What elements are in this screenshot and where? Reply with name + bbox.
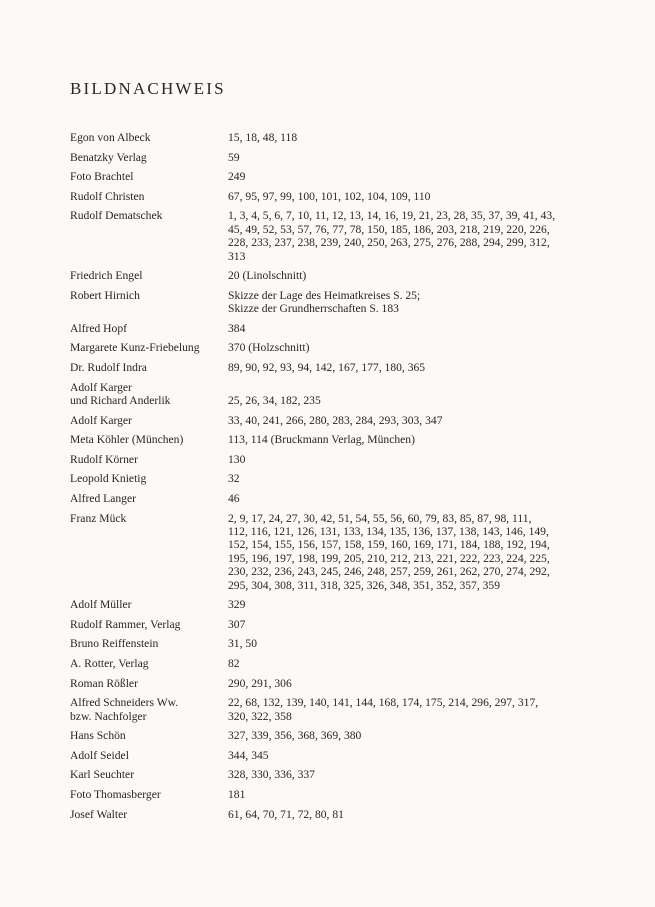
credit-row: [70, 729, 590, 742]
credit-refs: 249: [228, 170, 246, 184]
credit-refs: 181: [228, 787, 246, 801]
credit-refs: 59: [228, 150, 240, 164]
credit-refs: 31, 50: [228, 637, 257, 651]
credit-row: [70, 598, 590, 611]
credit-row: [70, 269, 590, 282]
credit-refs: 130: [228, 452, 246, 466]
credit-refs: 384: [228, 321, 246, 335]
credit-refs: 329: [228, 598, 246, 612]
credit-row: [70, 414, 590, 427]
credit-name: Meta Köhler (München): [70, 433, 184, 447]
credit-row: [70, 637, 590, 650]
credit-name: Friedrich Engel: [70, 269, 143, 283]
credit-row: [70, 381, 590, 408]
credit-name: Karl Seuchter: [70, 768, 135, 782]
credit-name: Roman Rößler: [70, 676, 138, 690]
credit-name: Foto Thomasberger: [70, 787, 161, 801]
credit-refs: 290, 291, 306: [228, 676, 292, 690]
credit-name: Alfred Langer: [70, 491, 136, 505]
credit-row: [70, 322, 590, 335]
credit-name: Alfred Hopf: [70, 321, 127, 335]
credit-name: Rudolf Rammer, Verlag: [70, 617, 181, 631]
credit-refs: 2, 9, 17, 24, 27, 30, 42, 51, 54, 55, 56, 60, 79, 83, 85, 87, 98, 111, 112, 116, 121, 126, 131, 133, 134, 135, 136, 137, 138, 143, 146, 149, 152, 154, 155, 156, 157, 158, 159, 160, 169, 171, 184, 188, 192, 194, 195, 196, 197, 198, 199, 205, 210, 212, 213, 221, 222, 223, 224, 225, 230, 232, 236, 243, 245, 246, 248, 257, 259, 261, 262, 270, 274, 292, 295, 304, 308, 311, 318, 325, 326, 348, 351, 352, 357, 359: [228, 511, 550, 592]
credit-name: Dr. Rudolf Indra: [70, 360, 147, 374]
credit-refs: 89, 90, 92, 93, 94, 142, 167, 177, 180, 365: [228, 360, 426, 374]
credit-refs: Skizze der Lage des Heimatkreises S. 25; Skizze der Grundherrschaften S. 183: [228, 288, 421, 316]
credit-name: Rudolf Dematschek: [70, 209, 163, 223]
credit-refs: 1, 3, 4, 5, 6, 7, 10, 11, 12, 13, 14, 16, 19, 21, 23, 28, 35, 37, 39, 41, 43, 45, 49, 52, 53, 57, 76, 77, 78, 150, 185, 186, 203, 218, 219, 220, 226, 228, 233, 237, 238, 239, 240, 250, 263, 275, 276, 288, 294, 299, 312, 313: [228, 209, 556, 263]
credit-refs: 328, 330, 336, 337: [228, 768, 315, 782]
credit-name: A. Rotter, Verlag: [70, 656, 149, 670]
credit-name: Rudolf Körner: [70, 452, 138, 466]
credit-name: Josef Walter: [70, 807, 128, 821]
credit-name: Benatzky Verlag: [70, 150, 147, 164]
credit-row: [70, 131, 590, 144]
credit-row: [70, 618, 590, 631]
credit-refs: 20 (Linolschnitt): [228, 269, 307, 283]
credit-refs: 33, 40, 241, 266, 280, 283, 284, 293, 303, 347: [228, 413, 443, 427]
credit-name: Adolf Karger: [70, 413, 132, 427]
credit-row: [70, 749, 590, 762]
credit-name: Adolf Seidel: [70, 748, 129, 762]
credit-row: [70, 768, 590, 781]
credit-row: [70, 657, 590, 670]
credit-refs: 327, 339, 356, 368, 369, 380: [228, 729, 362, 743]
credit-refs: 46: [228, 491, 240, 505]
credit-name: Alfred Schneiders Ww. bzw. Nachfolger: [70, 696, 179, 723]
credit-name: Margarete Kunz-Friebelung: [70, 341, 200, 355]
credit-row: [70, 472, 590, 485]
credit-row: [70, 361, 590, 374]
credit-refs: 370 (Holzschnitt): [228, 341, 310, 355]
credit-refs: 67, 95, 97, 99, 100, 101, 102, 104, 109, 110: [228, 189, 431, 203]
credit-row: [70, 170, 590, 183]
credit-row: [70, 677, 590, 690]
credit-row: [70, 788, 590, 801]
credit-row: [70, 209, 590, 263]
credit-row: [70, 289, 590, 316]
credit-row: [70, 433, 590, 446]
credit-name: Hans Schön: [70, 729, 126, 743]
credit-name: Leopold Knietig: [70, 472, 147, 486]
credit-refs: 82: [228, 656, 240, 670]
credit-refs: 344, 345: [228, 748, 269, 762]
page-title: BILDNACHWEIS: [70, 79, 226, 98]
credit-row: [70, 492, 590, 505]
credit-row: [70, 341, 590, 354]
credit-name: Bruno Reiffenstein: [70, 637, 159, 651]
credit-row: [70, 453, 590, 466]
credit-row: [70, 808, 590, 821]
credit-refs: 15, 18, 48, 118: [228, 131, 298, 144]
credit-refs: 32: [228, 472, 240, 486]
credit-refs: 22, 68, 132, 139, 140, 141, 144, 168, 174, 175, 214, 296, 297, 317, 320, 322, 358: [228, 696, 539, 723]
credit-row: [70, 512, 590, 592]
credit-name: Rudolf Christen: [70, 189, 145, 203]
credit-name: Adolf Müller: [70, 598, 132, 612]
credit-refs: 61, 64, 70, 71, 72, 80, 81: [228, 807, 344, 821]
credit-row: [70, 151, 590, 164]
credit-name: Robert Hirnich: [70, 288, 140, 302]
credit-list: [70, 131, 590, 827]
credit-refs: 25, 26, 34, 182, 235: [228, 393, 321, 407]
credit-refs: 307: [228, 617, 246, 631]
credit-name: Adolf Karger und Richard Anderlik: [70, 380, 171, 407]
credit-refs: 113, 114 (Bruckmann Verlag, München): [228, 433, 415, 447]
credit-name: Foto Brachtel: [70, 170, 134, 184]
credit-name: Egon von Albeck: [70, 131, 151, 144]
credit-name: Franz Mück: [70, 511, 127, 525]
credit-row: [70, 696, 590, 723]
credit-row: [70, 190, 590, 203]
